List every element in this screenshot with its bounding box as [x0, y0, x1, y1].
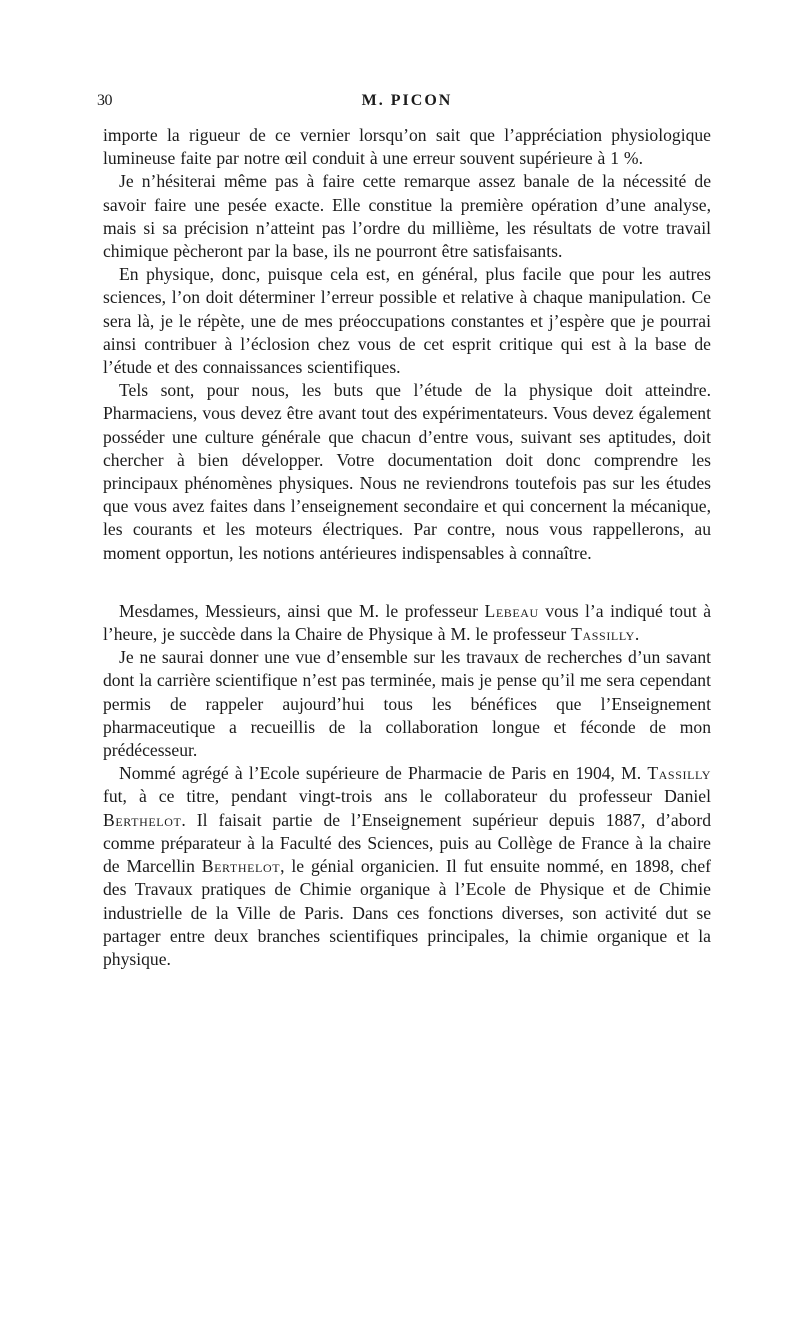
name-tassilly: Tassilly — [647, 763, 711, 784]
name-berthelot: Berthelot — [201, 856, 281, 877]
text-run: vous l’a indiqué tout à l’heure, je succède dans la Chaire de Physique à M. le professeur — [103, 600, 711, 645]
paragraph-4: Tels sont, pour nous, les buts que l’étude de la physique doit atteindre. Pharmaciens, vous devez être avant tout des expérimentateurs. Vous devez également posséder une culture générale que chacun d’entre vous, suivant ses aptitudes, doit chercher à bien développer. Votre documentation doit donc comprendre les principaux phénomènes physiques. Nous ne reviendrons toutefois pas sur les études que vous avez faites dans l’enseignement secondaire et qui concernent la mécanique, les courants et les moteurs électriques. Par contre, nous vous rappellerons, au moment opportun, les notions antérieures indispensables à connaître. — [103, 380, 711, 563]
text-run: Mesdames, Messieurs, ainsi que M. le professeur — [119, 600, 485, 621]
paragraph-7 — [103, 762, 711, 971]
paragraph-3: En physique, donc, puisque cela est, en général, plus facile que pour les autres sciences, l’on doit déterminer l’erreur possible et relative à chaque manipulation. Ce sera là, je le répète, une de mes préoccupations constantes et j’espère que je pourrai ainsi contribuer à l’éclosion chez vous de cet esprit critique qui est à la base de l’étude et des connaissances scientifiques. — [103, 264, 711, 378]
name-berthelot: Berthelot — [103, 809, 182, 830]
paragraph-5 — [103, 600, 711, 646]
page-number: 30 — [97, 92, 112, 109]
text-run: Nommé agrégé à l’Ecole supérieure de Pharmacie de Paris en 1904, M. — [119, 763, 648, 784]
name-tassilly: Tassilly — [571, 624, 635, 645]
text-run: . — [634, 624, 640, 645]
paragraph-6: Je ne saurai donner une vue d’ensemble sur les travaux de recherches d’un savant dont la carrière scientifique n’est pas terminée, mais je pense qu’il me sera cependant permis de rappeler aujourd’hui tous les bénéfices que l’Enseignement pharmaceutique a recueillis de la collaboration longue et féconde de mon prédécesseur. — [103, 647, 711, 761]
text-run: fut, à ce titre, pendant vingt-trois ans le collaborateur du professeur Daniel — [103, 786, 711, 807]
page — [97, 90, 711, 971]
paragraph-2: Je n’hésiterai même pas à faire cette remarque assez banale de la nécessité de savoir faire une pesée exacte. Elle constitue la première opération d’une analyse, mais si sa précision n’atteint pas l’ordre du millième, les résultats de votre travail chimique pècheront par la base, ils ne pourront être satisfaisants. — [103, 171, 711, 262]
name-lebeau: Lebeau — [484, 600, 539, 621]
text-run: , le génial organicien. Il fut ensuite nommé, en 1898, chef des Travaux pratiques de Chimie organique à l’Ecole de Physique et de Chimie industrielle de la Ville de Paris. Dans ces fonctions diverses, son activité dut se partager entre deux branches scientifiques principales, la chimie organique et la physique. — [103, 856, 711, 969]
section-gap — [103, 565, 711, 600]
running-head — [97, 90, 711, 118]
paragraph-1: importe la rigueur de ce vernier lorsqu’on sait que l’appréciation physiologique lumineuse faite par notre œil conduit à une erreur souvent supérieure à 1 %. — [103, 125, 711, 169]
running-head-title: M. PICON — [361, 92, 453, 109]
text-run: . Il faisait partie de l’Enseignement supérieur depuis 1887, d’abord comme préparateur à la Faculté des Sciences, puis au Collège de France à la chaire de Marcellin — [103, 809, 711, 877]
